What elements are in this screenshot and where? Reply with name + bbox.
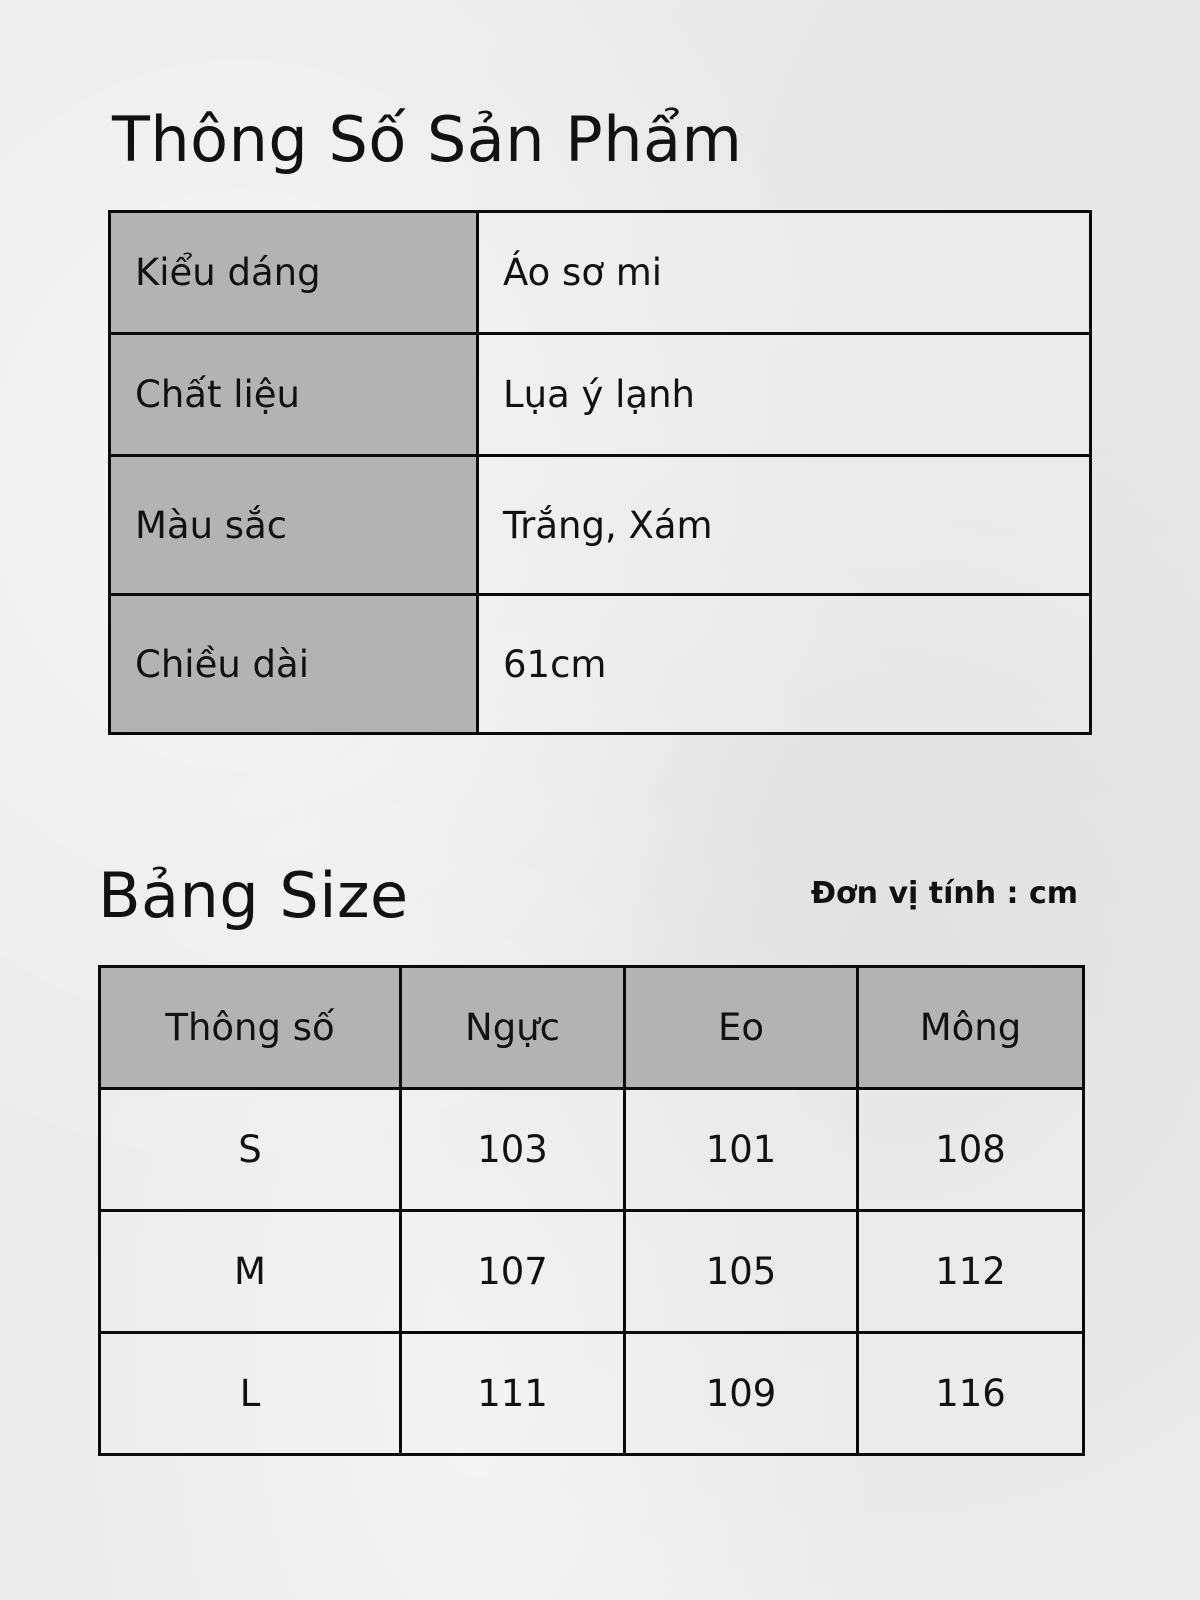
hip-value: 112 (858, 1211, 1084, 1333)
header-chest: Ngực (401, 967, 625, 1089)
size-label: L (100, 1333, 401, 1455)
spec-row (110, 595, 1091, 734)
size-header-row (100, 967, 1084, 1089)
size-row (100, 1211, 1084, 1333)
hip-value: 116 (858, 1333, 1084, 1455)
size-table (98, 965, 1085, 1456)
size-label: M (100, 1211, 401, 1333)
size-chart-title: Bảng Size (98, 859, 409, 932)
spec-label: Kiểu dáng (110, 212, 478, 334)
waist-value: 109 (625, 1333, 858, 1455)
waist-value: 105 (625, 1211, 858, 1333)
chest-value: 111 (401, 1333, 625, 1455)
spec-value: Áo sơ mi (478, 212, 1091, 334)
spec-table (108, 210, 1092, 735)
spec-label: Chiều dài (110, 595, 478, 734)
spec-value: Lụa ý lạnh (478, 334, 1091, 456)
size-row (100, 1089, 1084, 1211)
spec-value: 61cm (478, 595, 1091, 734)
chest-value: 103 (401, 1089, 625, 1211)
spec-title: Thông Số Sản Phẩm (112, 103, 743, 176)
chest-value: 107 (401, 1211, 625, 1333)
spec-row (110, 334, 1091, 456)
unit-note: Đơn vị tính : cm (810, 876, 1078, 911)
size-label: S (100, 1089, 401, 1211)
header-hip: Mông (858, 967, 1084, 1089)
spec-label: Chất liệu (110, 334, 478, 456)
waist-value: 101 (625, 1089, 858, 1211)
header-measurement: Thông số (100, 967, 401, 1089)
spec-row (110, 212, 1091, 334)
size-row (100, 1333, 1084, 1455)
hip-value: 108 (858, 1089, 1084, 1211)
spec-label: Màu sắc (110, 456, 478, 595)
spec-value: Trắng, Xám (478, 456, 1091, 595)
spec-row (110, 456, 1091, 595)
header-waist: Eo (625, 967, 858, 1089)
